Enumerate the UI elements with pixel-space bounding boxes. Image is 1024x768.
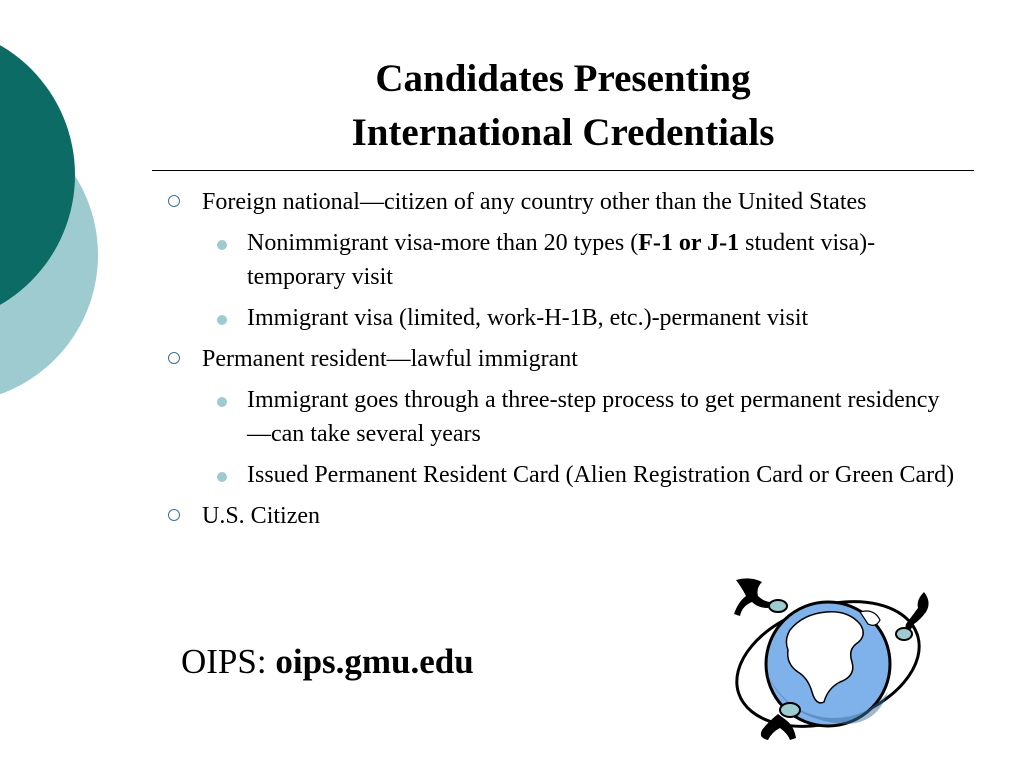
oips-label: OIPS: (181, 642, 276, 681)
title-divider (152, 170, 974, 171)
sub-bullet-three-step-process: Immigrant goes through a three-step process to get permanent residency—can take several years (160, 383, 960, 451)
person-top-left (734, 578, 787, 616)
hollow-circle-bullet-icon (168, 352, 180, 364)
oips-link[interactable]: oips.gmu.edu (275, 642, 474, 681)
slide-title (150, 52, 976, 160)
sub-bullet-immigrant-visa: Immigrant visa (limited, work-H-1B, etc.)-permanent visit (160, 301, 960, 335)
person-right (896, 592, 929, 640)
visa-types-bold: F-1 or J-1 (638, 230, 740, 256)
title-line-2: International Credentials (351, 111, 775, 154)
decorative-circles (0, 0, 110, 420)
bullet-foreign-national: Foreign national—citizen of any country other than the United States (160, 185, 960, 219)
sub-bullet-nonimmigrant-visa: Nonimmigrant visa-more than 20 types (F-1 or J-1 student visa)-temporary visit (160, 226, 960, 294)
hollow-circle-bullet-icon (168, 509, 180, 521)
bullet-permanent-resident: Permanent resident—lawful immigrant (160, 342, 960, 376)
oips-footer (181, 640, 474, 684)
title-line-1: Candidates Presenting (375, 57, 751, 100)
sub-bullet-resident-card: Issued Permanent Resident Card (Alien Registration Card or Green Card) (160, 458, 960, 492)
hollow-circle-bullet-icon (168, 195, 180, 207)
bullet-us-citizen: U.S. Citizen (160, 499, 960, 533)
bullet-list (160, 185, 960, 540)
filled-circle-bullet-icon (217, 397, 227, 407)
filled-circle-bullet-icon (217, 240, 227, 250)
filled-circle-bullet-icon (217, 472, 227, 482)
filled-circle-bullet-icon (217, 315, 227, 325)
globe-with-people-icon (728, 572, 940, 744)
